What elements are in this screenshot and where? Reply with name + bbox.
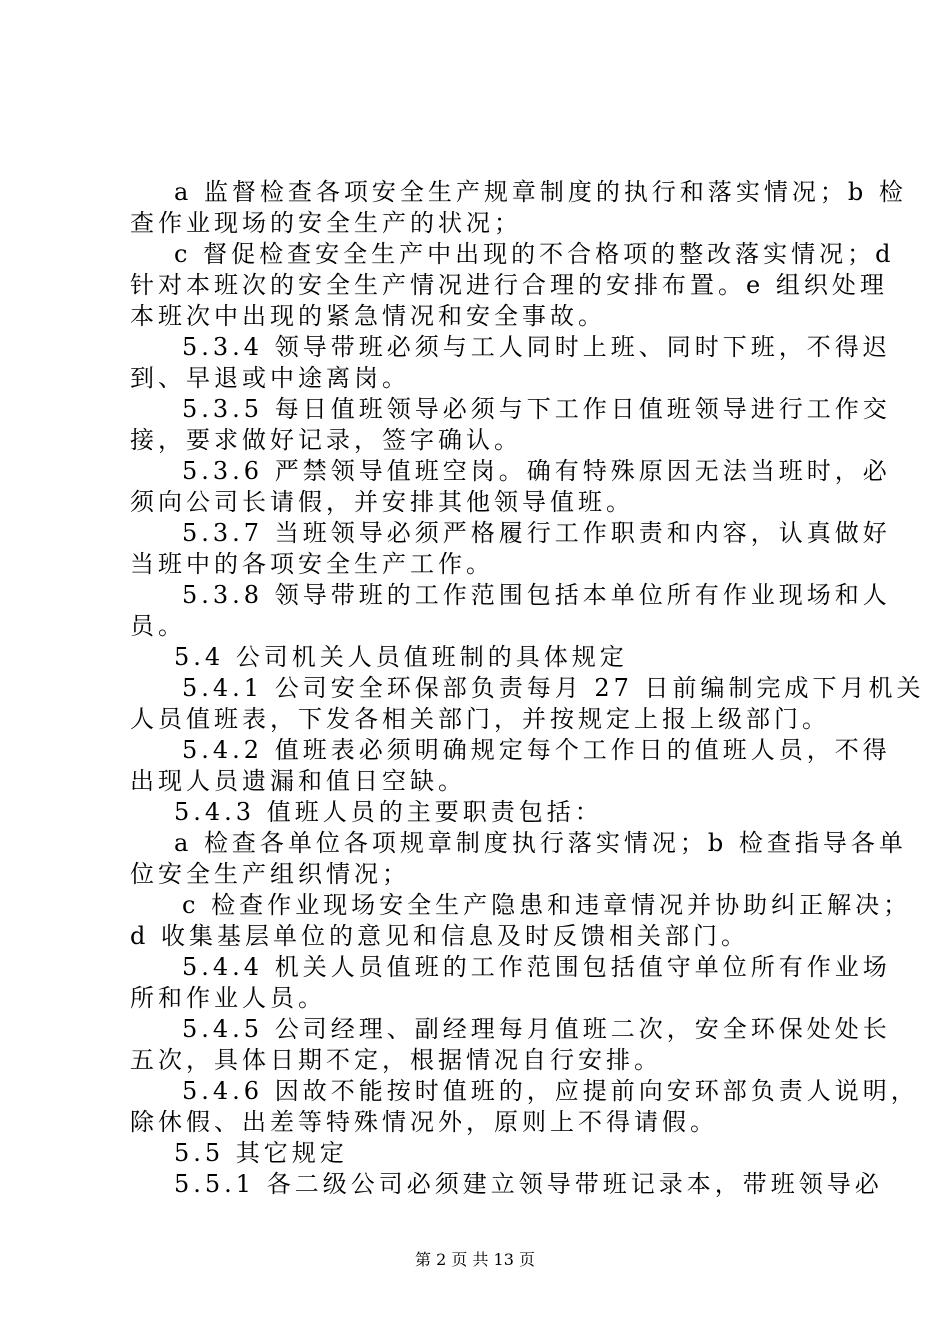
paragraph (130, 518, 891, 580)
text-line: 出现人员遗漏和值日空缺。 (130, 767, 466, 795)
text-line: 5.5.1 各二级公司必须建立领导带班记录本，带班领导必 (174, 1170, 883, 1198)
paragraph (130, 394, 891, 456)
paragraph (130, 177, 907, 239)
text-line: a 检查各单位各项规章制度执行落实情况；b 检查指导各单 (174, 829, 907, 857)
text-line: 针对本班次的安全生产情况进行合理的安排布置。e 组织处理 (130, 271, 888, 299)
text-line: 5.3.4 领导带班必须与工人同时上班、同时下班，不得迟 (182, 333, 891, 361)
text-line: 5.3.7 当班领导必须严格履行工作职责和内容，认真做好 (182, 519, 891, 547)
text-line: 当班中的各项安全生产工作。 (130, 550, 494, 578)
text-line: c 督促检查安全生产中出现的不合格项的整改落实情况；d (174, 240, 895, 268)
paragraph (130, 1076, 919, 1138)
text-line: d 收集基层单位的意见和信息及时反馈相关部门。 (130, 922, 749, 950)
text-line: 须向公司长请假，并安排其他领导值班。 (130, 488, 634, 516)
text-line: a 监督检查各项安全生产规章制度的执行和落实情况；b 检 (174, 178, 907, 206)
text-line: 5.3.8 领导带班的工作范围包括本单位所有作业现场和人 (182, 581, 891, 609)
text-line: 除休假、出差等特殊情况外，原则上不得请假。 (130, 1108, 718, 1136)
text-line: 5.3.6 严禁领导值班空岗。确有特殊原因无法当班时，必 (182, 457, 891, 485)
paragraph (130, 239, 895, 332)
page-footer: 第 2 页 共 13 页 (415, 1250, 535, 1269)
text-line: 5.4.6 因故不能按时值班的，应提前向安环部负责人说明， (182, 1077, 919, 1105)
text-line: 五次，具体日期不定，根据情况自行安排。 (130, 1046, 662, 1074)
text-line: 所和作业人员。 (130, 984, 326, 1012)
paragraph (130, 673, 925, 735)
text-line: 5.4.3 值班人员的主要职责包括： (174, 798, 603, 826)
paragraph (130, 828, 907, 890)
text-line: 人员值班表，下发各相关部门，并按规定上报上级部门。 (130, 705, 830, 733)
paragraph (130, 642, 835, 673)
paragraph (130, 1138, 835, 1169)
text-line: 5.4.1 公司安全环保部负责每月 27 日前编制完成下月机关 (182, 674, 925, 702)
text-line: 查作业现场的安全生产的状况； (130, 209, 522, 237)
paragraph (130, 1014, 891, 1076)
text-line: 位安全生产组织情况； (130, 860, 410, 888)
text-line: 5.3.5 每日值班领导必须与下工作日值班领导进行工作交 (182, 395, 891, 423)
paragraph (130, 735, 891, 797)
document-body (130, 177, 925, 1200)
text-line: 5.4 公司机关人员值班制的具体规定 (174, 643, 628, 671)
paragraph (130, 1169, 883, 1200)
text-line: 5.4.5 公司经理、副经理每月值班二次，安全环保处处长 (182, 1015, 891, 1043)
text-line: 5.4.2 值班表必须明确规定每个工作日的值班人员，不得 (182, 736, 891, 764)
text-line: 到、早退或中途离岗。 (130, 364, 410, 392)
text-line: c 检查作业现场安全生产隐患和违章情况并协助纠正解决； (182, 891, 912, 919)
paragraph (130, 332, 891, 394)
text-line: 5.5 其它规定 (174, 1139, 348, 1167)
paragraph (130, 952, 891, 1014)
paragraph (130, 797, 835, 828)
text-line: 本班次中出现的紧急情况和安全事故。 (130, 302, 606, 330)
paragraph (130, 580, 891, 642)
text-line: 接，要求做好记录，签字确认。 (130, 426, 522, 454)
text-line: 5.4.4 机关人员值班的工作范围包括值守单位所有作业场 (182, 953, 891, 981)
paragraph (130, 456, 891, 518)
text-line: 员。 (130, 612, 186, 640)
paragraph (130, 890, 912, 952)
